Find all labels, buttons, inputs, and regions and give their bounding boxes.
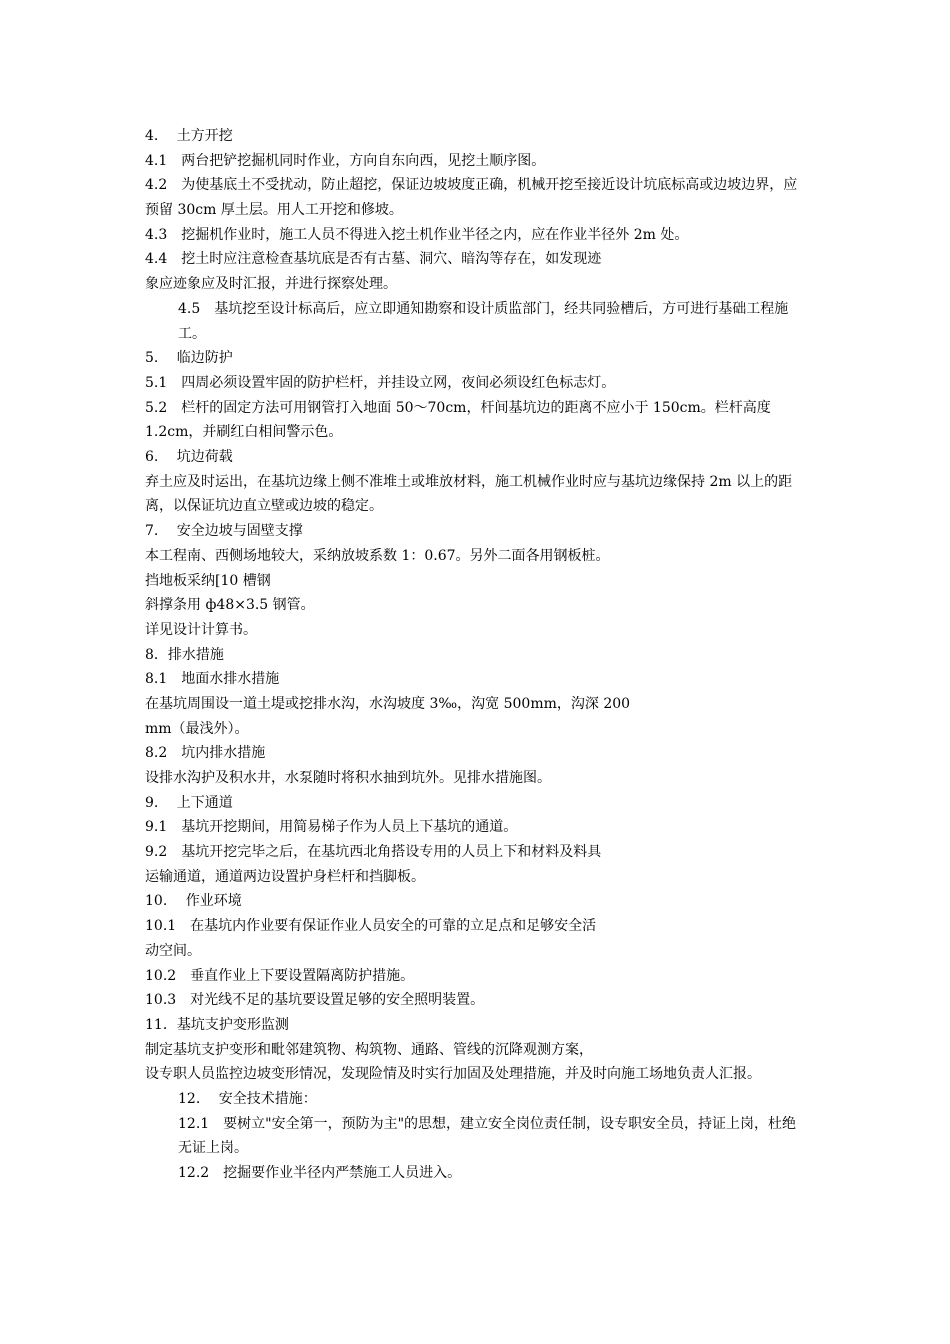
text-line: 10.1 在基坑内作业要有保证作业人员安全的可靠的立足点和足够安全活 <box>145 918 597 935</box>
text-line: 动空间。 <box>145 942 201 959</box>
text-line: 本工程南、西侧场地较大，采纳放坡系数 1：0.67。另外二面各用钢板桩。 <box>145 547 610 564</box>
text-line: 象应迹象应及时汇报，并进行探察处理。 <box>145 276 397 293</box>
text-line: 9.1 基坑开挖期间，用简易梯子作为人员上下基坑的通道。 <box>145 819 518 836</box>
text-line: 10.3 对光线不足的基坑要设置足够的安全照明装置。 <box>145 992 485 1009</box>
text-line: 9.2 基坑开挖完毕之后，在基坑西北角搭设专用的人员上下和材料及料具 <box>145 844 602 861</box>
text-line: 7. 安全边坡与固壁支撑 <box>145 523 303 540</box>
text-line: 4.4 挖土时应注意检查基坑底是否有古墓、洞穴、暗沟等存在，如发现迹 <box>145 251 602 268</box>
text-line: 5.2 栏杆的固定方法可用钢管打入地面 50～70cm，杆间基坑边的距离不应小于 150cm。栏杆高度 1.2cm，并刷红白相间警示色。 <box>145 399 771 441</box>
text-line: 在基坑周围设一道土堤或挖排水沟，水沟坡度 3‰，沟宽 500mm，沟深 200 <box>145 695 631 712</box>
text-line: 8.2 坑内排水措施 <box>145 745 266 762</box>
text-line: 4.5 基坑挖至设计标高后，应立即通知勘察和设计质监部门，经共同验槽后，方可进行基础工程施工。 <box>178 300 789 342</box>
text-line: 详见设计计算书。 <box>145 621 257 638</box>
text-line: 斜撑条用 ф48×3.5 钢管。 <box>145 597 315 614</box>
text-line: 12.1 要树立"安全第一，预防为主"的思想，建立安全岗位责任制，设专职安全员，持证上岗，杜绝无证上岗。 <box>178 1115 797 1157</box>
text-line: 6. 坑边荷载 <box>145 449 233 466</box>
text-line: 8．排水措施 <box>145 646 224 663</box>
text-line: 9. 上下通道 <box>145 794 233 811</box>
text-line: 5.1 四周必须设置牢固的防护栏杆，并挂设立网，夜间必须设红色标志灯。 <box>145 374 616 391</box>
text-line: 11．基坑支护变形监测 <box>145 1016 289 1033</box>
text-line: mm（最浅外）。 <box>145 720 249 737</box>
text-line: 4.2 为使基底土不受扰动，防止超挖，保证边坡坡度正确，机械开挖至接近设计坑底标高或边坡边界，应预留 30cm 厚土层。用人工开挖和修坡。 <box>145 177 798 219</box>
text-line: 制定基坑支护变形和毗邻建筑物、构筑物、通路、管线的沉降观测方案， <box>145 1041 593 1058</box>
text-line: 4.1 两台把铲挖掘机同时作业，方向自东向西，见挖土顺序图。 <box>145 152 546 169</box>
text-line: 10. 作业环境 <box>145 893 242 910</box>
text-line: 12. 安全技术措施： <box>178 1090 317 1107</box>
text-line: 挡地板采纳[10 槽钢 <box>145 572 271 589</box>
text-line: 12.2 挖掘要作业半径内严禁施工人员进入。 <box>178 1165 462 1182</box>
text-line: 5. 临边防护 <box>145 350 233 367</box>
text-line: 4.3 挖掘机作业时，施工人员不得进入挖土机作业半径之内，应在作业半径外 2m 处。 <box>145 226 689 243</box>
document-body <box>145 124 810 1186</box>
text-line: 运输通道，通道两边设置护身栏杆和挡脚板。 <box>145 868 425 885</box>
text-line: 弃土应及时运出，在基坑边缘上侧不准堆土或堆放材料，施工机械作业时应与基坑边缘保持 2m 以上的距离，以保证坑边直立壁或边坡的稳定。 <box>145 473 793 515</box>
text-line: 设专职人员监控边坡变形情况，发现险情及时实行加固及处理措施，并及时向施工场地负责人汇报。 <box>145 1066 761 1083</box>
text-line: 设排水沟护及积水井，水泵随时将积水抽到坑外。见排水措施图。 <box>145 770 551 786</box>
text-line: 4. 土方开挖 <box>145 128 233 144</box>
text-line: 10.2 垂直作业上下要设置隔离防护措施。 <box>145 967 415 984</box>
text-line: 8.1 地面水排水措施 <box>145 671 280 688</box>
